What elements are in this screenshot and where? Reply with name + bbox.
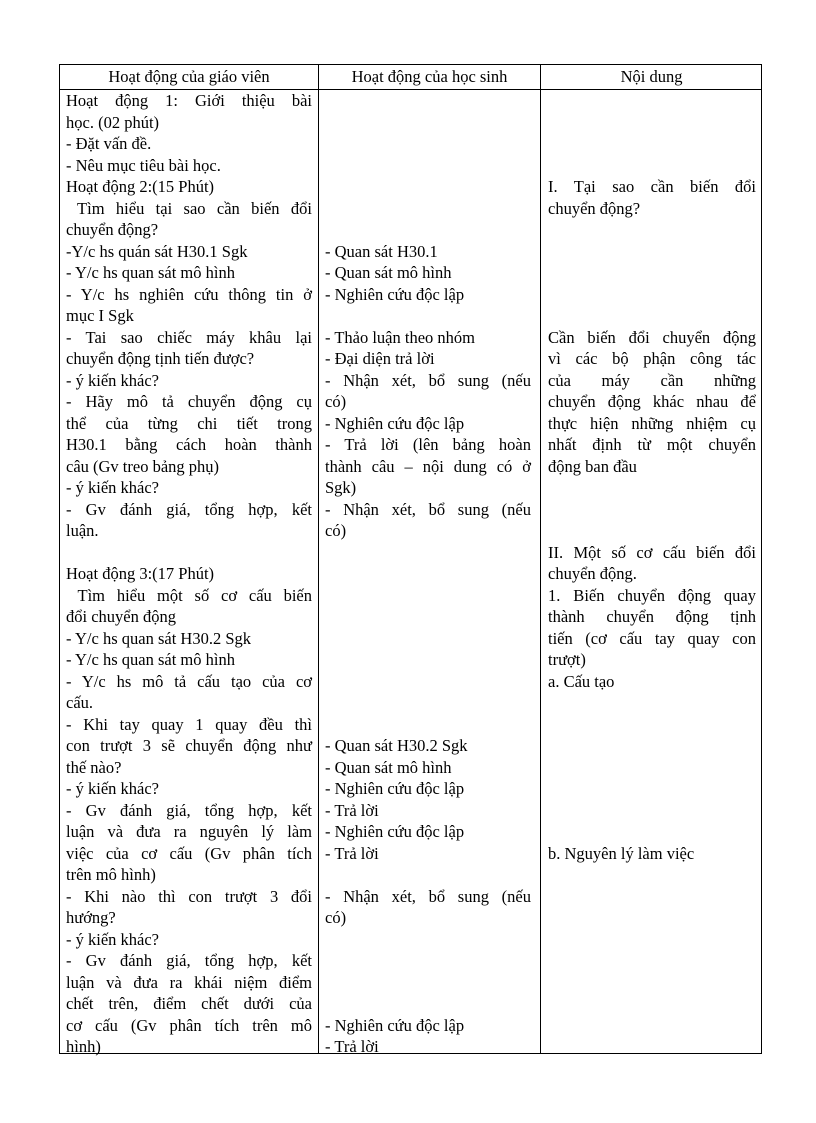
student-activity-line (325, 606, 531, 628)
student-activity-line (325, 714, 531, 736)
student-activity-line (325, 692, 531, 714)
content-line (548, 714, 756, 736)
teacher-activity-line: Tìm hiểu tại sao cần biến đổi (66, 198, 312, 218)
teacher-activity-line: mục I Sgk (66, 306, 134, 325)
teacher-activity-line: luận và đưa ra khái niệm điểm (66, 972, 312, 992)
student-activity-line (325, 972, 531, 994)
column-divider (540, 65, 541, 1053)
column-divider (318, 65, 319, 1053)
teacher-activity-line: luận và đưa ra nguyên lý làm (66, 822, 312, 841)
student-activity-line (325, 950, 531, 972)
teacher-activity-line: cơ cấu (Gv phân tích trên mô (66, 1015, 312, 1035)
teacher-activity-line: Hoạt động 3:(17 Phút) (66, 564, 215, 583)
teacher-activity-line: H30.1 bằng cách hoàn thành (66, 435, 312, 454)
content-line (548, 112, 756, 134)
content-column (548, 90, 756, 864)
student-activity-line: - Nhận xét, bổ sung (nếu (325, 886, 531, 906)
student-activity-line: - Nhận xét, bổ sung (nếu (325, 370, 531, 390)
student-activity-line (325, 864, 531, 886)
student-activity-line: có) (325, 521, 347, 540)
teacher-activity-line: đổi chuyển động (66, 607, 176, 626)
teacher-activity-line: chuyển động? (66, 220, 159, 239)
teacher-activity-line (66, 542, 312, 564)
teacher-activity-line: học. (02 phút) (66, 112, 160, 132)
teacher-activity-line: - ý kiến khác? (66, 370, 159, 390)
content-line (548, 219, 756, 241)
teacher-activity-line: - Y/c hs mô tả cấu tạo của cơ (66, 671, 312, 691)
teacher-activity-line: Hoạt động 1: Giới thiệu bài (66, 91, 312, 110)
student-activity-line (325, 542, 531, 564)
student-activity-line: - Đại diện trả lời (325, 349, 435, 368)
content-line: vì các bộ phận công tác (548, 349, 756, 368)
content-line (548, 90, 756, 112)
content-line: 1. Biến chuyển động quay (548, 585, 756, 605)
teacher-activity-line: con trượt 3 sẽ chuyển động như (66, 736, 312, 755)
teacher-activity-line: - Hãy mô tả chuyển động cụ (66, 392, 312, 411)
student-activity-line: - Nghiên cứu độc lập (325, 413, 465, 433)
student-activity-line: - Trả lời (325, 1037, 379, 1056)
student-activity-line (325, 305, 531, 327)
teacher-column (66, 90, 312, 1058)
teacher-activity-line: trên mô hình) (66, 865, 156, 884)
content-line: Cần biến đổi chuyển động (548, 327, 756, 347)
student-activity-line (325, 90, 531, 112)
content-line (548, 262, 756, 284)
student-activity-line: - Trả lời (lên bảng hoàn (325, 435, 531, 454)
student-activity-line (325, 112, 531, 134)
student-activity-line: - Nhận xét, bổ sung (nếu (325, 499, 531, 519)
content-line: thành chuyển động tịnh (548, 607, 756, 626)
teacher-activity-line: - Gv đánh giá, tổng hợp, kết (66, 951, 312, 970)
content-line (548, 477, 756, 499)
student-activity-line (325, 563, 531, 585)
student-activity-line: - Nghiên cứu độc lập (325, 1015, 465, 1035)
content-line (548, 284, 756, 306)
student-activity-line: - Trả lời (325, 843, 379, 863)
teacher-activity-line: - Khi nào thì con trượt 3 đổi (66, 886, 312, 906)
student-activity-line (325, 585, 531, 607)
teacher-activity-line: luận. (66, 521, 99, 540)
content-line (548, 778, 756, 800)
content-line (548, 155, 756, 177)
student-activity-line (325, 133, 531, 155)
student-activity-line (325, 649, 531, 671)
student-activity-line: - Quan sát H30.1 (325, 241, 438, 261)
teacher-activity-line: -Y/c hs quán sát H30.1 Sgk (66, 241, 248, 261)
lesson-table (59, 64, 762, 1054)
teacher-activity-line: - ý kiến khác? (66, 779, 159, 798)
content-line (548, 735, 756, 757)
header-teacher: Hoạt động của giáo viên (108, 67, 270, 86)
teacher-activity-line: - Y/c hs quan sát mô hình (66, 650, 235, 669)
content-line: tiến (cơ cấu tay quay con (548, 628, 756, 648)
content-line: của máy cần những (548, 370, 756, 390)
content-line: a. Cấu tạo (548, 671, 615, 691)
student-activity-line: - Nghiên cứu độc lập (325, 822, 465, 841)
teacher-activity-line: - ý kiến khác? (66, 478, 159, 497)
student-activity-line (325, 993, 531, 1015)
student-activity-line (325, 219, 531, 241)
teacher-activity-line: - Gv đánh giá, tổng hợp, kết (66, 800, 312, 820)
student-activity-line (325, 155, 531, 177)
teacher-activity-line: chuyển động tịnh tiến được? (66, 349, 255, 368)
teacher-activity-line: câu (Gv treo bảng phụ) (66, 456, 220, 476)
student-activity-line (325, 198, 531, 220)
content-line (548, 499, 756, 521)
teacher-activity-line: Tìm hiểu một số cơ cấu biến (66, 585, 312, 605)
content-line: b. Nguyên lý làm việc (548, 843, 695, 863)
student-activity-line: - Trả lời (325, 800, 379, 820)
content-line: chuyển động. (548, 564, 637, 583)
teacher-activity-line: việc của cơ cấu (Gv phân tích (66, 843, 312, 863)
content-line: trượt) (548, 650, 586, 669)
teacher-activity-line: chết trên, điểm chết dưới của (66, 994, 312, 1013)
header-student: Hoạt động của học sinh (351, 67, 508, 86)
content-line: động ban đầu (548, 456, 637, 476)
teacher-activity-line: thế nào? (66, 757, 122, 777)
content-line (548, 757, 756, 779)
student-activity-line (325, 671, 531, 693)
student-activity-line: có) (325, 908, 347, 927)
content-line: II. Một số cơ cấu biến đổi (548, 542, 756, 562)
content-line (548, 800, 756, 822)
header-content: Nội dung (620, 67, 683, 86)
teacher-activity-line: - ý kiến khác? (66, 929, 159, 949)
teacher-activity-line: hướng? (66, 908, 116, 927)
content-line: chuyển động? (548, 198, 641, 218)
content-line (548, 692, 756, 714)
content-line: thực hiện những nhiệm cụ (548, 413, 756, 433)
content-line: chuyển động khác nhau để (548, 392, 756, 411)
teacher-activity-line: hình) (66, 1037, 101, 1056)
student-column (325, 90, 531, 1058)
teacher-activity-line: - Đặt vấn đề. (66, 134, 152, 153)
student-activity-line (325, 628, 531, 650)
student-activity-line: - Thảo luận theo nhóm (325, 327, 475, 347)
student-activity-line: có) (325, 392, 347, 411)
teacher-activity-line: thể của từng chi tiết trong (66, 413, 312, 433)
student-activity-line: - Quan sát mô hình (325, 757, 452, 777)
content-line (548, 821, 756, 843)
teacher-activity-line: cấu. (66, 693, 94, 712)
content-line (548, 305, 756, 327)
student-activity-line (325, 929, 531, 951)
content-line (548, 241, 756, 263)
student-activity-line: - Nghiên cứu độc lập (325, 284, 465, 304)
student-activity-line: - Quan sát H30.2 Sgk (325, 736, 468, 755)
teacher-activity-line: - Y/c hs nghiên cứu thông tin ở (66, 284, 312, 304)
teacher-activity-line: Hoạt động 2:(15 Phút) (66, 177, 215, 196)
teacher-activity-line: - Khi tay quay 1 quay đều thì (66, 714, 312, 734)
student-activity-line: thành câu – nội dung có ở (325, 456, 531, 476)
student-activity-line (325, 176, 531, 198)
content-line (548, 133, 756, 155)
student-activity-line: - Quan sát mô hình (325, 263, 452, 282)
student-activity-line: - Nghiên cứu độc lập (325, 779, 465, 798)
content-line: I. Tại sao cần biến đổi (548, 177, 756, 196)
teacher-activity-line: - Nêu mục tiêu bài học. (66, 155, 221, 175)
content-line: nhất định từ một chuyển (548, 435, 756, 454)
teacher-activity-line: - Gv đánh giá, tổng hợp, kết (66, 499, 312, 519)
teacher-activity-line: - Tai sao chiếc máy khâu lại (66, 327, 312, 347)
teacher-activity-line: - Y/c hs quan sát mô hình (66, 263, 235, 282)
teacher-activity-line: - Y/c hs quan sát H30.2 Sgk (66, 628, 251, 648)
content-line (548, 520, 756, 542)
student-activity-line: Sgk) (325, 478, 357, 497)
